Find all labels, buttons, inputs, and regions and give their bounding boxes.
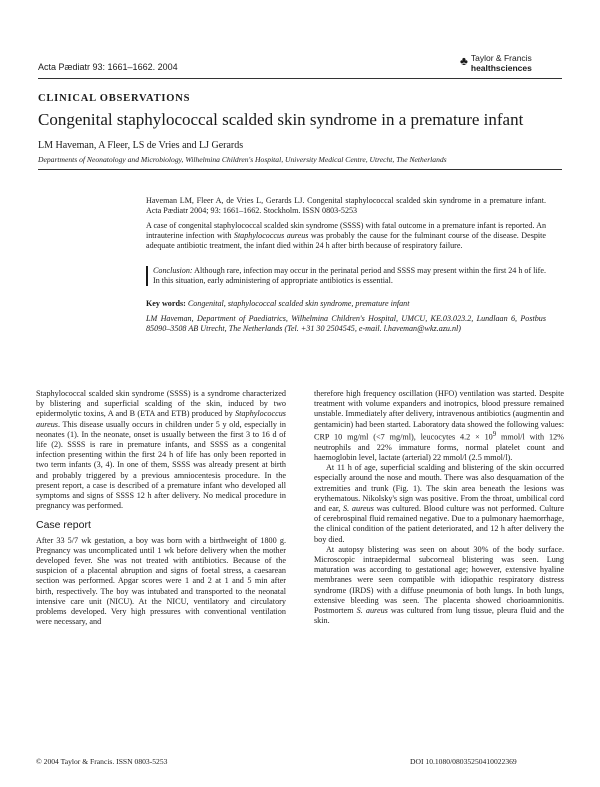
autopsy-text-cont: was cultured from lung tissue, pleura fluid and the skin. (314, 606, 564, 626)
abstract-citation: Haveman LM, Fleer A, de Vries L, Gerards LJ. Congenital staphylococcal scalded skin syndrome in a premature infant. Acta Pædiatr 2004; 93: 1661–1662. Stockholm. ISSN 0803-5253 (146, 196, 546, 216)
abstract-body (146, 221, 546, 252)
abstract-text: A case of congenital staphylococcal scalded skin syndrome (SSSS) with fatal outcome in a premature infant is reported. An intrauterine infection with (146, 221, 546, 241)
case-report-heading: Case report (36, 519, 91, 532)
intro-organism: Staphylococcus aureus (36, 409, 286, 429)
course-paragraph (314, 463, 564, 545)
case-paragraph-continued (314, 389, 564, 463)
course-text: At 11 h of age, superficial scalding and blistering of the skin occurred especially around the nose and mouth. There was also desquamation of the extremities and trunk (Fig. 1). The skin area beneath the lesions was erythematous. Nikolsky's sign was positive. From the throat, umbilical cord and ear, (314, 463, 564, 513)
intro-paragraph (36, 389, 286, 511)
keywords (146, 299, 546, 309)
conclusion-text: Although rare, infection may occur in the perinatal period and SSSS may present within the first 24 h of life. In this situation, early administering of appropriate antibiotics is essential. (153, 266, 546, 286)
affiliation: Departments of Neonatology and Microbiology, Wilhelmina Children's Hospital, University Medical Centre, Utrecht, The Netherlands (38, 155, 447, 164)
keywords-text: Congenital, staphylococcal scalded skin syndrome, premature infant (185, 299, 410, 308)
intro-text-cont: . This disease usually occurs in children under 5 y old, especially in neonates (1). In the neonate, onset is usually between the first 3 to 16 d of life (2). SSSS is rare in premature infants, and SSSS as a congenital infection presenting within the first 24 h of life has only been reported in two term infants (3, 4). In one of them, SSSS was already present at birth and probably triggered by a previous amniocentesis procedure. In the present report, a case is described of a premature infant who developed all symptoms and signs of SSSS 12 h after delivery. No medical procedure in pregnancy was performed. (36, 419, 286, 511)
body-column-right (314, 389, 564, 626)
keywords-label: Key words: (146, 299, 186, 308)
autopsy-paragraph (314, 545, 564, 627)
conclusion-block (146, 266, 546, 286)
publisher-logo (460, 54, 532, 73)
authors: LM Haveman, A Fleer, LS de Vries and LJ Gerards (38, 140, 244, 151)
body-column-left (36, 389, 286, 627)
intro-text: Staphylococcal scalded skin syndrome (SSSS) is a syndrome characterized by blistering and superficial scalding of the skin, induced by two epidermolytic toxins, A and B (ETA and ETB) produced by (36, 389, 286, 419)
abstract-organism: Staphylococcus aureus (233, 231, 309, 241)
lab-text-cont: mmol/l with 12% neutrophils and 22% immature forms, normal platelet count and haemoglobin level, lactate (arterial) 22 mmol/l (2.5 mmol/l). (314, 432, 564, 462)
publisher-division: healthsciences (470, 62, 532, 73)
section-label: CLINICAL OBSERVATIONS (38, 93, 191, 104)
abstract-text-cont: was probably the cause for the fulminant course of the disease. Despite adequate antibiotic treatment, the infant died within 24 h after birth because of respiratory failure. (146, 231, 547, 251)
lab-text: therefore high frequency oscillation (HFO) ventilation was started. Despite treatment with volume expanders and inotropics, blood pressure remained unstable. Immediately after delivery, intravenous antibiotics (augmentin and gentamicin) had been started. Laboratory data showed the following values: CRP 10 mg/ml (<7 mg/ml), leucocytes 4.2 × 10 (314, 389, 564, 442)
lab-exponent: 9 (492, 430, 497, 438)
article-title: Congenital staphylococcal scalded skin syndrome in a premature infant (38, 110, 524, 129)
journal-reference: Acta Pædiatr 93: 1661–1662. 2004 (38, 62, 178, 72)
course-text-cont: was cultured. Blood culture was not performed. Culture of cerebrospinal fluid remained negative. Due to a pulmonary haemorrhage, the clinical condition of the patient deteriorated, and 12 h after delivery the boy died. (314, 503, 564, 544)
header-rule (38, 78, 562, 79)
title-rule (38, 169, 562, 170)
case-paragraph: After 33 5/7 wk gestation, a boy was born with a birthweight of 1800 g. Pregnancy was uncomplicated until 1 wk before delivery when the mother developed fever. She was not treated with antibiotics. Because of the suspicion of a placental abruption and signs of foetal stress, a caesarean section was performed. Apgar scores were 1 and 2 at 1 and 5 min after birth, respectively. The boy was intubated and transported to the neonatal intensive care unit (NICU). At the NICU, ventilatory and circulatory problems developed. Very high pressures with conventional ventilation were necessary, and (36, 535, 286, 627)
footer-doi: DOI 10.1080/08035250410022369 (410, 757, 517, 766)
conclusion-bar (146, 266, 148, 286)
publisher-mark-icon: ♣ (460, 54, 468, 68)
publisher-name: Taylor & Francis (470, 53, 532, 63)
course-organism: S. aureus (343, 503, 374, 513)
autopsy-text: At autopsy blistering was seen on about 30% of the body surface. Microscopic intraepidermal subcorneal blistering was seen. Lung maturation was according to gestational age; however, extensive hyaline membranes were seen compatible with idiopathic respiratory distress syndrome (IRDS) with a diffuse pneumonia of both lungs. In both lungs, extensive bleeding was seen. The placenta showed chorioamnionitis. Postmortem (314, 544, 564, 615)
conclusion (153, 266, 546, 286)
autopsy-organism: S. aureus (356, 606, 388, 615)
footer-copyright: © 2004 Taylor & Francis. ISSN 0803-5253 (36, 757, 168, 766)
correspondence: LM Haveman, Department of Paediatrics, Wilhelmina Children's Hospital, UMCU, KE.03.023.2, Lundlaan 6, Postbus 85090–3508 AB Utrecht, The Netherlands (Tel. +31 30 2504545, e-mail. l.haveman@wkz.azu.nl) (146, 314, 546, 334)
conclusion-label: Conclusion: (153, 266, 193, 275)
